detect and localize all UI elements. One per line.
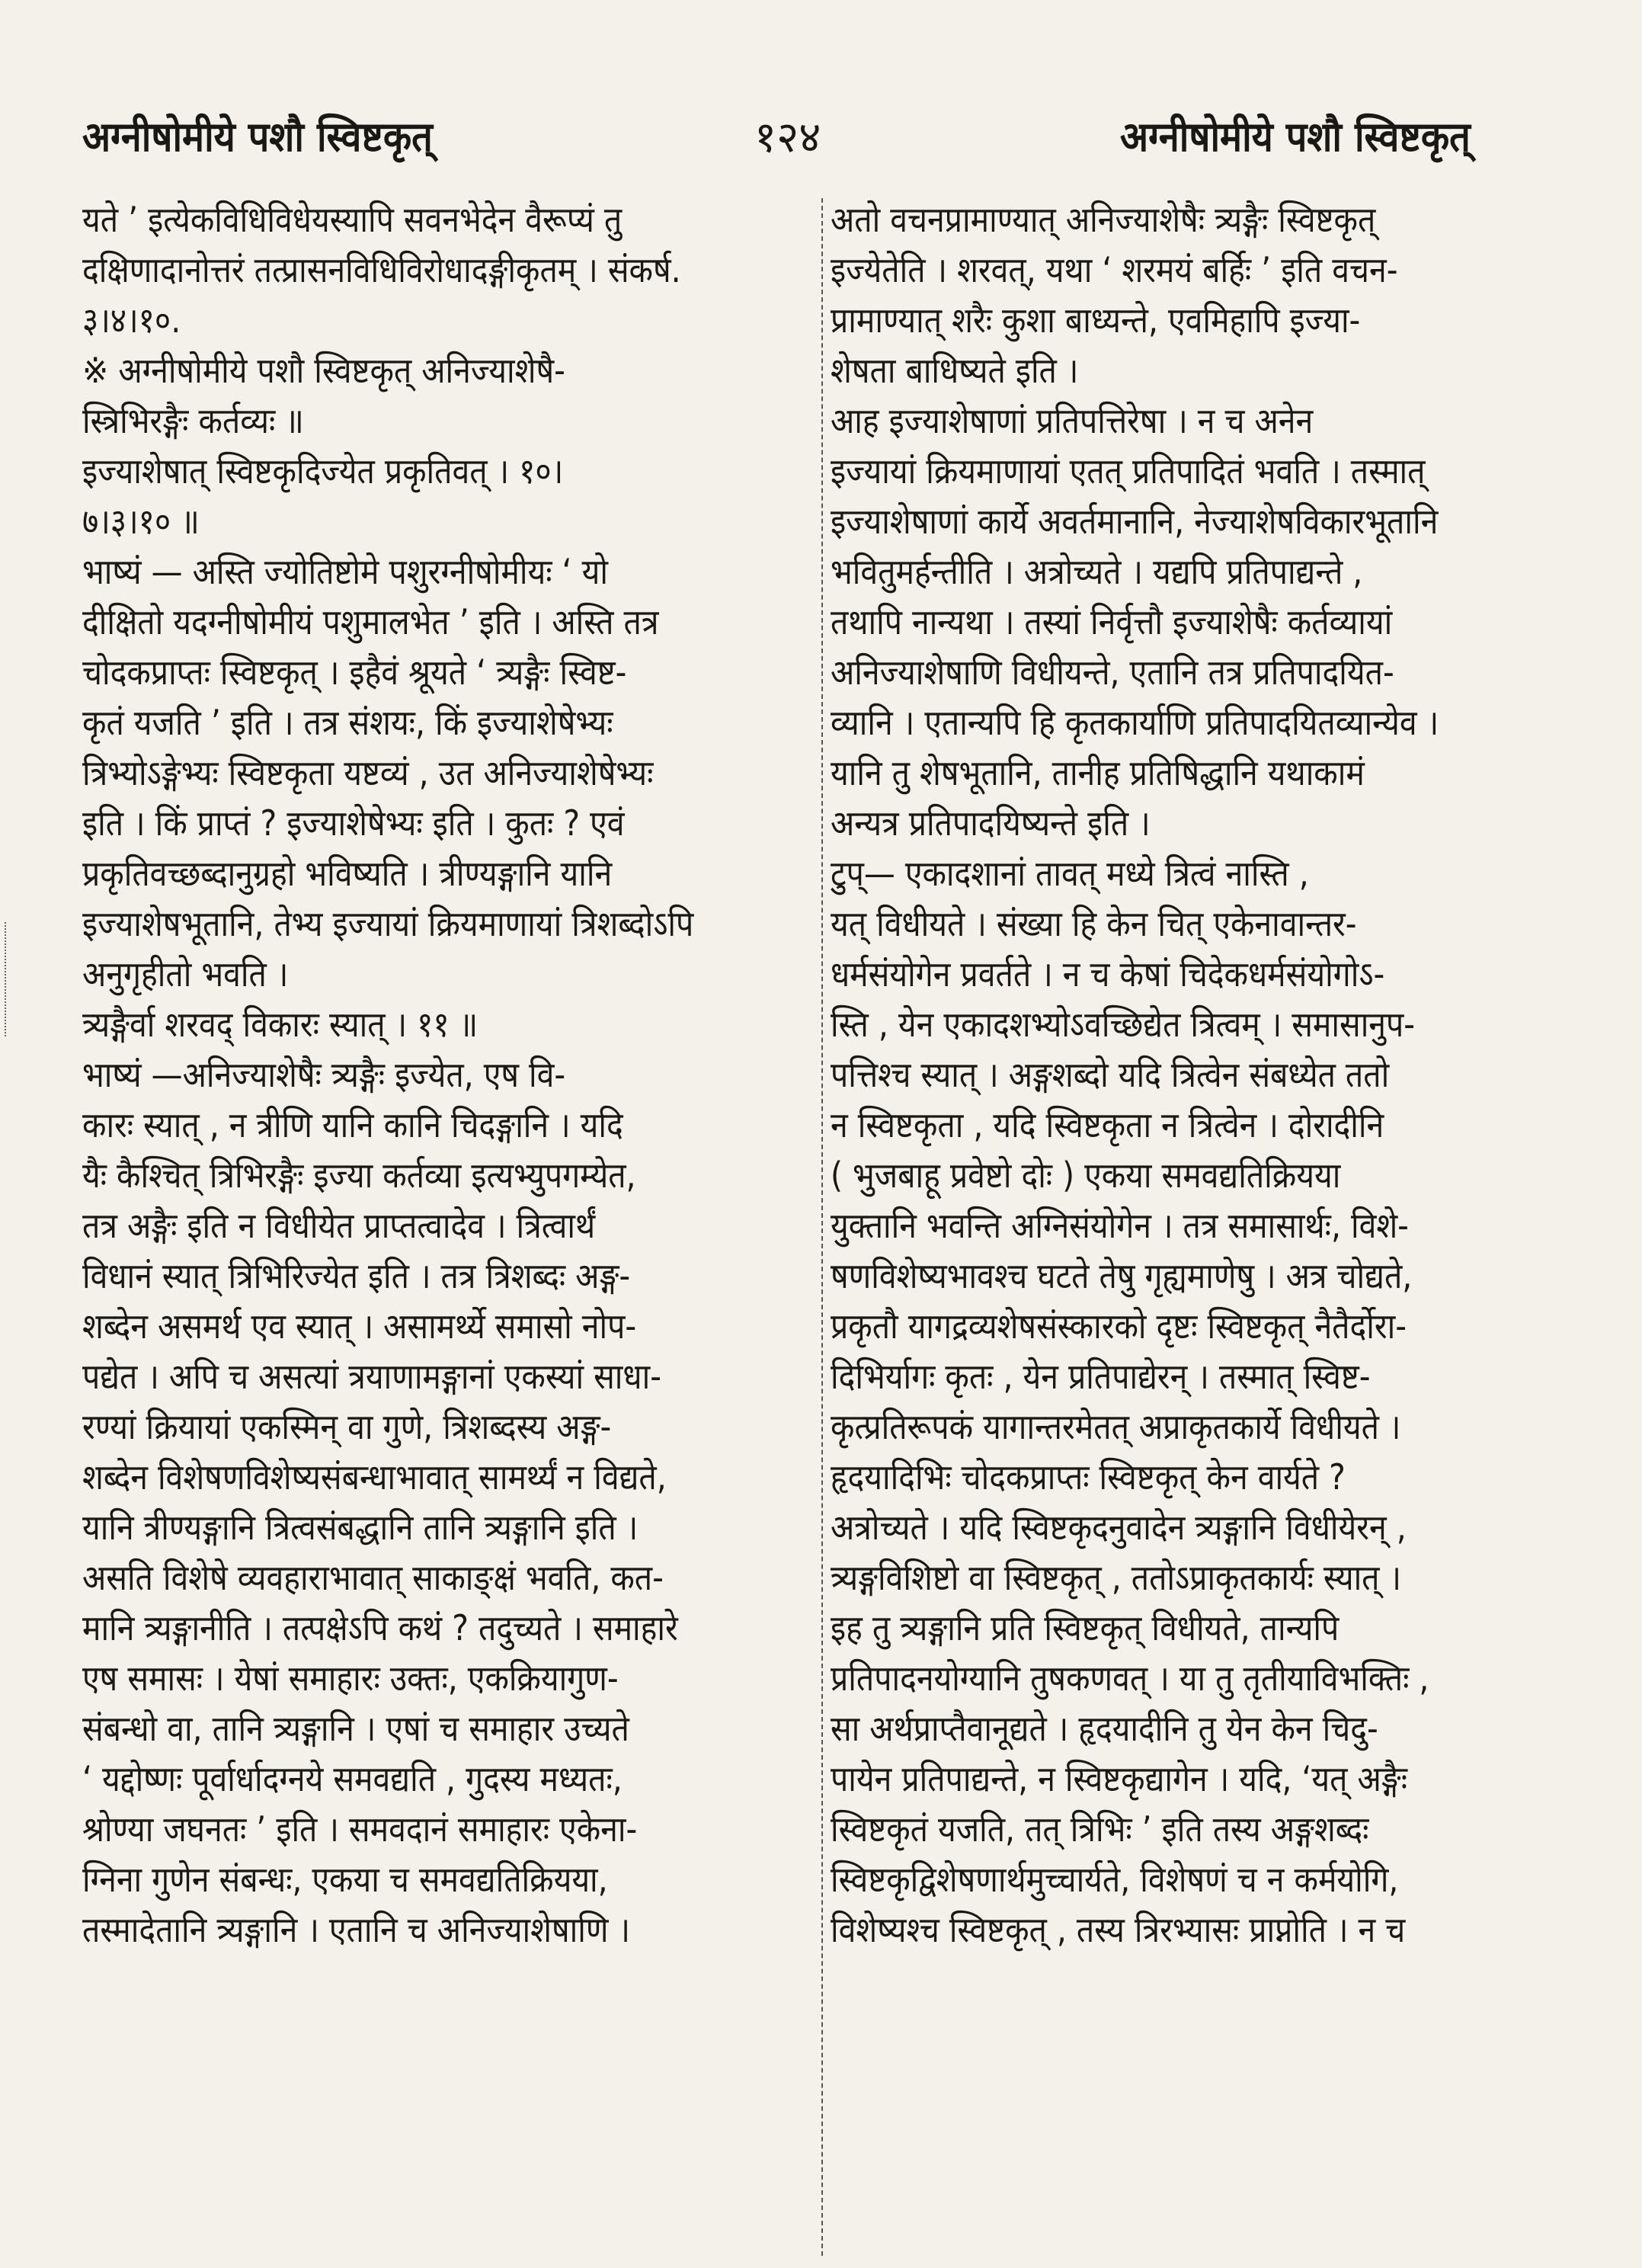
text-line: इज्याशेषाणां कार्ये अवर्तमानानि, नेज्याशेषविकारभूतानि (831, 501, 1439, 542)
text-line: शब्देन विशेषणविशेष्यसंबन्धाभावात् सामर्थ्यं न विद्यते, (82, 1456, 667, 1498)
text-line: ※ अग्नीषोमीये पशौ स्विष्टकृत् अनिज्याशेषै- (82, 350, 565, 391)
text-line: धर्मसंयोगेन प्रवर्तते । न च केषां चिदेकधर्मसंयोगोऽ- (831, 953, 1385, 995)
page-number: १२४ (754, 113, 821, 162)
text-line: स्त्रिभिरङ्गैः कर्तव्यः ॥ (82, 400, 304, 441)
text-line: स्विष्टकृतं यजति, तत् त्रिभिः ’ इति तस्य अङ्गशब्दः (831, 1808, 1369, 1850)
text-line: स्विष्टकृद्विशेषणार्थमुच्चार्यते, विशेषणं च न कर्मयोगि, (831, 1859, 1399, 1900)
text-line: अन्यत्र प्रतिपादयिष्यन्ते इति । (831, 802, 1151, 844)
text-line: कृतं यजति ’ इति । तत्र संशयः, किं इज्याशेषेभ्यः (82, 702, 613, 743)
text-line: इज्यायां क्रियमाणायां एतत् प्रतिपादितं भवति । तस्मात् (831, 450, 1426, 492)
text-line: ग्निना गुणेन संबन्धः, एकया च समवद्यतिक्रियया, (82, 1859, 608, 1900)
text-line: युक्तानि भवन्ति अग्निसंयोगेन । तत्र समासार्थः, विशे- (831, 1205, 1409, 1246)
text-line: भाष्यं — अस्ति ज्योतिष्टोमे पशुरग्नीषोमीयः ‘ यो (82, 551, 608, 592)
text-line: कारः स्यात् , न त्रीणि यानि कानि चिदङ्गानि । यदि (82, 1104, 623, 1145)
text-line: यैः कैश्चित् त्रिभिरङ्गैः इज्या कर्तव्या इत्यभ्युपगम्येत, (82, 1155, 636, 1196)
left-column (82, 194, 818, 1955)
text-line: संबन्धो वा, तानि त्र्यङ्गानि । एषां च समाहार उच्यते (82, 1708, 629, 1749)
text-line: शेषता बाधिष्यते इति । (831, 350, 1079, 391)
text-line: दीक्षितो यदग्नीषोमीयं पशुमालभेत ’ इति । अस्ति तत्र (82, 601, 659, 642)
scan-edge-mark (5, 922, 8, 1036)
running-head-left: अग्नीषोमीये पशौ स्विष्टकृत् (82, 113, 433, 161)
text-line: एष समासः । येषां समाहारः उक्तः, एकक्रियागुण- (82, 1658, 619, 1699)
text-line: अत्रोच्यते । यदि स्विष्टकृदनुवादेन त्र्यङ्गानि विधीयेरन् , (831, 1507, 1407, 1548)
text-line: प्रतिपादनयोग्यानि तुषकणवत् । या तु तृतीयाविभक्तिः , (831, 1658, 1429, 1699)
text-line: यानि तु शेषभूतानि, तानीह प्रतिषिद्धानि यथाकामं (831, 752, 1365, 793)
text-line: पायेन प्रतिपाद्यन्ते, न स्विष्टकृद्यागेन । यदि, ‘यत् अङ्गैः (831, 1758, 1407, 1799)
text-line: पत्तिश्च स्यात् । अङ्गशब्दो यदि त्रित्वेन संबध्येत ततो (831, 1054, 1390, 1095)
text-line: प्रकृतौ यागद्रव्यशेषसंस्कारको दृष्टः स्विष्टकृत् नैतैर्दोरा- (831, 1305, 1407, 1347)
page-header (0, 107, 1642, 175)
text-line: भाष्यं —अनिज्याशेषैः त्र्यङ्गैः इज्येत, एष वि- (82, 1054, 566, 1095)
text-line: मानि त्र्यङ्गानीति । तत्पक्षेऽपि कथं ? तदुच्यते । समाहारे (82, 1607, 678, 1648)
text-line: भवितुमर्हन्तीति । अत्रोच्यते । यद्यपि प्रतिपाद्यन्ते , (831, 551, 1363, 592)
text-line: यानि त्रीण्यङ्गानि त्रित्वसंबद्धानि तानि त्र्यङ्गानि इति । (82, 1507, 639, 1548)
text-line: रण्यां क्रियायां एकस्मिन् वा गुणे, त्रिशब्दस्य अङ्ग- (82, 1406, 612, 1447)
text-line: विधानं स्यात् त्रिभिरिज्येत इति । तत्र त्रिशब्दः अङ्ग- (82, 1255, 631, 1296)
text-line: तत्र अङ्गैः इति न विधीयेत प्राप्तत्वादेव । त्रित्वार्थं (82, 1205, 596, 1246)
text-line: दिभिर्यागः कृतः , येन प्रतिपाद्येरन् । तस्मात् स्विष्ट- (831, 1356, 1371, 1397)
running-head-right: अग्नीषोमीये पशौ स्विष्टकृत् (1120, 113, 1471, 161)
text-line: इह तु त्र्यङ्गानि प्रति स्विष्टकृत् विधीयते, तान्यपि (831, 1607, 1340, 1648)
text-line: त्रिभ्योऽङ्गेभ्यः स्विष्टकृता यष्टव्यं , उत अनिज्याशेषेभ्यः (82, 752, 654, 793)
text-line: श्रोण्या जघनतः ’ इति । समवदानं समाहारः एकेना- (82, 1808, 638, 1850)
text-line: अनिज्याशेषाणि विधीयन्ते, एतानि तत्र प्रतिपादयित- (831, 652, 1394, 693)
text-line: त्र्यङ्गैर्वा शरवद् विकारः स्यात् । ११ ॥ (82, 1004, 479, 1045)
text-line: ३।४।१०. (82, 300, 181, 341)
text-line: यत् विधीयते । संख्या हि केन चित् एकेनावान्तर- (831, 903, 1357, 944)
text-line: न स्विष्टकृता , यदि स्विष्टकृता न त्रित्वेन । दोरादीनि (831, 1104, 1384, 1145)
text-line: अनुगृहीतो भवति । (82, 953, 289, 995)
text-line: शब्देन असमर्थ एव स्यात् । असामर्थ्ये समासो नोप- (82, 1305, 637, 1347)
text-line: टुप्— एकादशानां तावत् मध्ये त्रित्वं नास्ति , (831, 853, 1309, 894)
text-line: तथापि नान्यथा । तस्यां निर्वृत्तौ इज्याशेषैः कर्तव्यायां (831, 601, 1393, 642)
text-line: विशेष्यश्च स्विष्टकृत् , तस्य त्रिरभ्यासः प्राप्नोति । न च (831, 1909, 1406, 1950)
text-line: प्रामाण्यात् शरैः कुशा बाध्यन्ते, एवमिहापि इज्या- (831, 300, 1361, 341)
text-line: यते ’ इत्येकविधिविधेयस्यापि सवनभेदेन वैरूप्यं तु (82, 199, 623, 240)
text-line: आह इज्याशेषाणां प्रतिपत्तिरेषा । न च अनेन (831, 400, 1314, 441)
text-line: इज्याशेषभूतानि, तेभ्य इज्यायां क्रियमाणायां त्रिशब्दोऽपि (82, 903, 694, 944)
text-line: षणविशेष्यभावश्च घटते तेषु गृह्यमाणेषु । अत्र चोद्यते, (831, 1255, 1413, 1296)
text-line: हृदयादिभिः चोदकप्राप्तः स्विष्टकृत् केन वार्यते ? (831, 1456, 1346, 1498)
text-line: असति विशेषे व्यवहाराभावात् साकाङ्क्षं भवति, कत- (82, 1557, 664, 1598)
text-line: व्यानि । एतान्यपि हि कृतकार्याणि प्रतिपादयितव्यान्येव । (831, 702, 1439, 743)
text-line: तस्मादेतानि त्र्यङ्गानि । एतानि च अनिज्याशेषाणि । (82, 1909, 631, 1950)
right-column (831, 194, 1581, 1955)
text-line: अतो वचनप्रामाण्यात् अनिज्याशेषैः त्र्यङ्गैः स्विष्टकृत् (831, 199, 1376, 240)
text-line: इति । किं प्राप्तं ? इज्याशेषेभ्यः इति । कुतः ? एवं (82, 802, 625, 844)
text-line: प्रकृतिवच्छब्दानुग्रहो भविष्यति । त्रीण्यङ्गानि यानि (82, 853, 613, 894)
text-line: इज्याशेषात् स्विष्टकृदिज्येत प्रकृतिवत् । १०। (82, 450, 564, 492)
text-line: दक्षिणादानोत्तरं तत्प्रासनविधिविरोधादङ्गीकृतम् । संकर्ष. (82, 249, 681, 290)
text-line: कृत्प्रतिरूपकं यागान्तरमेतत् अप्राकृतकार्ये विधीयते । (831, 1406, 1401, 1447)
text-line: ७।३।१० ॥ (82, 501, 200, 542)
text-line: स्ति , येन एकादशभ्योऽवच्छिद्येत त्रित्वम् । समासानुप- (831, 1004, 1416, 1045)
text-line: चोदकप्राप्तः स्विष्टकृत् । इहैवं श्रूयते ‘ त्र्यङ्गैः स्विष्ट- (82, 652, 627, 693)
text-line: त्र्यङ्गविशिष्टो वा स्विष्टकृत् , ततोऽप्राकृतकार्यः स्यात् । (831, 1557, 1402, 1598)
text-line: पद्येत । अपि च असत्यां त्रयाणामङ्गानां एकस्यां साधा- (82, 1356, 661, 1397)
text-line: ‘ यद्दोष्णः पूर्वार्धादग्नये समवद्यति , गुदस्य मध्यतः, (82, 1758, 623, 1799)
text-line: ( भुजबाहू प्रवेष्टो दोः ) एकया समवद्यतिक्रियया (831, 1155, 1341, 1196)
text-line: सा अर्थप्राप्तैवानूद्यते । हृदयादीनि तु येन केन चिदु- (831, 1708, 1378, 1749)
text-line: इज्येतेति । शरवत्, यथा ‘ शरमयं बर्हिः ’ इति वचन- (831, 249, 1398, 290)
column-divider (821, 198, 824, 2256)
